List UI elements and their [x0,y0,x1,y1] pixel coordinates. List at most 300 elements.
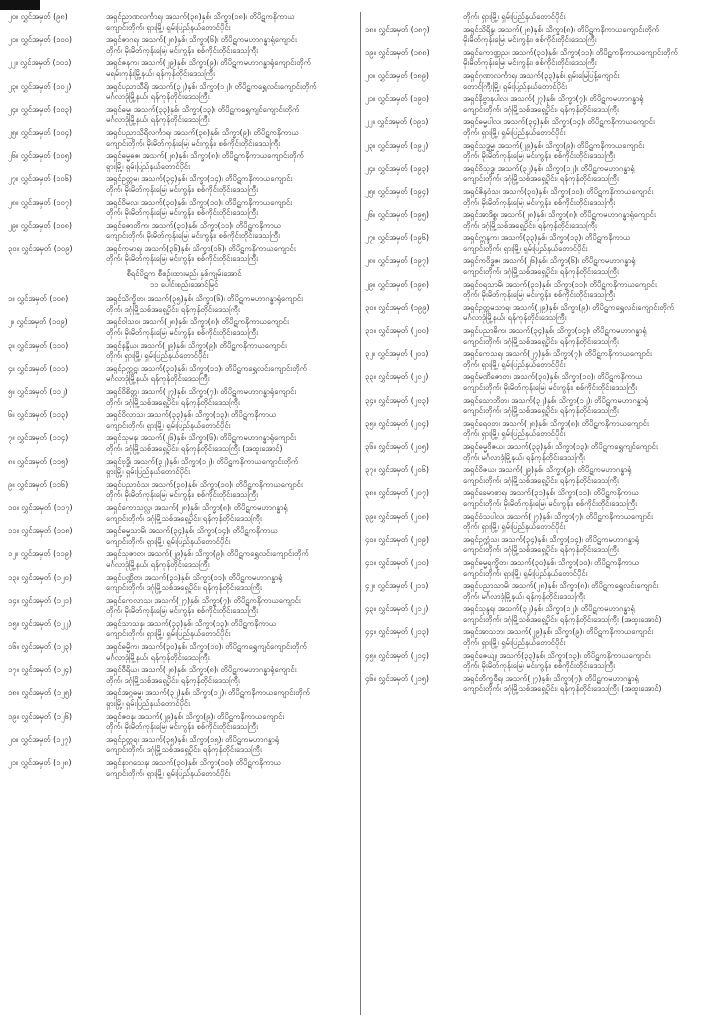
entry-text [463,141,717,162]
entry-text [106,688,360,709]
entry-line: ကျောင်းတိုက်၊ ရှားမြို့၊ ရှမ်းပြည်နယ်တောင်ပိုင်း [463,568,588,578]
entry-line: အရှင်ဓမ္မဝိဇယ၊ အသက်(၃၃)နှစ်၊ သိက္ခာ(၁၃)၊ တိပိဋကရွှေကျင်ကျောင်း [463,441,658,451]
entry-line: မင်္ဂလာဒုံမြို့နယ်၊ ရန်ကုန်တိုင်းဒေသကြီး [106,115,210,125]
entry-number: ၁၆။ လွှင်အမှတ် (၁၂၃) [8,642,72,652]
list-item [8,387,360,408]
entry-text [106,712,360,733]
entry-number: ၂၀။ လွှင်အမှတ် (၁၈၉) [365,70,429,80]
entry-text [106,174,360,195]
entry-line: တိုက်၊ ဒဂုံမြို့သစ်အရှေ့ပိုင်း၊ ရန်ကုန်တိုင်းဒေသကြီး [106,304,240,314]
entry-text [106,573,360,594]
list-item [8,294,360,315]
entry-line: အရှင်ဝိလာသ၊ အသက်(၃၃)နှစ်၊ သိက္ခာ(၁၃)၊ တိပိဋကနိကာယ [106,410,277,420]
entry-text [463,187,717,208]
entry-text [106,364,360,385]
section-heading [8,269,360,290]
entry-line: အရှင်ဝိမလ၊ အသက်(၃၀)နှစ်၊ သိက္ခာ(၁၀)၊ တိပိဋကနိကာယကျောင်း [106,197,293,207]
list-item [8,549,360,570]
entry-line: အရှင်ဓမ္မ၊ အသက်(၃၃)နှစ်၊ သိက္ခာ(၁၃)၊ တိပိဋကရွှေကျင်ကျောင်းတိုက် [106,104,300,114]
entry-text [463,303,717,324]
entry-number: ၂၃။ လွှင်အမှတ် (၁၉၂) [365,140,429,150]
entry-number: ၂၁။ လွှင်အမှတ် (၁၂၈) [8,758,72,767]
list-item [365,581,717,602]
entry-number: ၂၇။ လွှင်အမှတ် (၁၉၆) [365,233,429,243]
entry-number: ၂၉။ လွှင်အမှတ် (၁၀၈) [8,220,72,230]
entry-line: ကျောင်းတိုက်၊ ဒဂုံမြို့သစ်အရှေ့ပိုင်း၊ ရန်ကုန်တိုင်းဒေသကြီး [463,406,619,416]
entry-line: တိုက်၊ မင်္ဂလာဒုံမြို့နယ်၊ ရန်ကုန်တိုင်းဒေသကြီး [463,452,585,462]
entry-text [106,12,360,33]
entry-number: ၁၅။ လွှင်အမှတ် (၁၂၂) [8,618,72,628]
entry-line: တိုက်၊ ရှားမြို့၊ ရှမ်းပြည်နယ်တောင်ပိုင်း [463,429,566,439]
left-entries-before-heading [8,12,360,267]
entry-number: ၅။ လွှင်အမှတ် (၁၁၂) [8,387,68,396]
entry-number: ၁၃။ လွှင်အမှတ် (၁၂၀) [8,572,72,582]
entry-line: မိုးမိတ်ကုန်းမြေ၊ မင်းကွန်း၊ စစ်ကိုင်းတိုင်းဒေသကြီး [463,35,597,45]
entry-line: တိုက်၊ ဒဂုံမြို့သစ်အရှေ့ပိုင်း၊ ရန်ကုန်တိုင်းဒေသကြီး [106,675,240,685]
entry-line: ကျောင်းတိုက်၊ မိုးမိတ်ကုန်းမြေ၊ မင်းကွန်း၊ စစ်ကိုင်းတိုင်းဒေသကြီး [463,498,638,508]
list-item [8,688,360,709]
entry-line: တိုက်၊ မိုးမိတ်ကုန်းမြေ၊ မင်းကွန်း၊ စစ်ကိုင်းတိုင်းဒေသကြီး [106,722,259,732]
entry-line: အရှင်ကုမာရ၊ အသက်(၃၆)နှစ်၊ သိက္ခာ(၁၆)၊ တိပိဋကနိကာယကျောင်း [106,243,296,253]
entry-text [463,164,717,185]
entry-line: အရှင်ဝိသုဒ္ဓ၊ အသက်(၃၂)နှစ်၊ သိက္ခာ(၁၂)၊ တိပိဋကမဟာဂန္ဓာရုံ [463,163,635,173]
entry-number: ၃၈။ လွှင်အမှတ် (၂၀၇) [365,488,429,498]
entry-line: ကျောင်းတိုက်၊ ဒဂုံမြို့သစ်အရှေ့ပိုင်း၊ ရန်ကုန်တိုင်းဒေသကြီး [463,104,619,114]
entry-number: ၂၀။ လွှင်အမှတ် (၉၈) [8,12,68,21]
entry-line: အရှင်ဥက္ကံသ၊ အသက်(၃၄)နှစ်၊ သိက္ခာ(၁၄)၊ တိပိဋကမဟာဂန္ဓာရုံ [463,534,640,544]
entry-line: ကျောင်းတိုက်၊ ဒဂုံမြို့သစ်အရှေ့ပိုင်း၊ ရန်ကုန်တိုင်းဒေသကြီး (အထူးအောင်) [463,614,662,624]
entry-line: မင်္ဂလာဒုံမြို့နယ်၊ ရန်ကုန်တိုင်းဒေသကြီး [106,92,210,102]
entry-number: ၄၂။ လွှင်အမှတ် (၂၁၁) [365,581,429,591]
list-item [365,396,717,417]
entry-line: အရှင်ဇနက၊ အသက်(၂၉)နှစ်၊ သိက္ခာ(၉)၊ တိပိဋကမဟာဂန္ဓာရုံကျောင်းတိုက် [106,58,312,68]
entry-text [463,71,717,92]
entry-text [106,526,360,547]
list-item [365,210,717,231]
list-item [365,372,717,393]
entry-line: အရှင်မဏိဇောတ၊ အသက်(၃၀)နှစ်၊ သိက္ခာ(၁၀)၊ တိပိဋကနိကာယ [463,372,643,382]
entry-number: ၂။ လွှင်အမှတ် (၁၀၉) [8,317,68,327]
entry-text [463,326,717,347]
entry-text [106,387,360,408]
entry-line: မင်္ဂလာဒုံမြို့နယ်၊ ရန်ကုန်တိုင်းဒေသကြီး [463,313,567,323]
entry-line: တိုက်၊ မိုးမိတ်ကုန်းမြေ၊ မင်းကွန်း၊ စစ်ကိုင်းတိုင်းဒေသကြီး [106,606,259,616]
entry-line: ကျောင်းတိုက်၊ ဒဂုံမြို့သစ်အရှေ့ပိုင်း၊ ရန်ကုန်တိုင်းဒေသကြီး [106,513,262,523]
list-item [8,596,360,617]
entry-text [463,48,717,69]
entry-number: ၁၁။ လွှင်အမှတ် (၁၁၈) [8,526,73,536]
entry-line: အရှင်ဓမ္မဓဇ၊ အသက်(၂၈)နှစ်၊ သိက္ခာ(၈)၊ တိပိဋကနိကာယကျောင်းတိုက် [106,151,304,161]
entry-number: ၄၀။ လွှင်အမှတ် (၂၀၉) [365,534,429,544]
entry-line: အရှင်ကဝိဒ္ဓဇ၊ အသက်(၂၆)နှစ်၊ သိက္ခာ(၆)၊ တိပိဋကမဟာဂန္ဓာရုံ [463,256,636,266]
entry-line: အရှင်ပဏ္ဍိတ၊ အသက်(၃၁)နှစ်၊ သိက္ခာ(၁၁)၊ တိပိဋကမဟာဂန္ဓာရုံ [106,572,283,582]
list-item [365,187,717,208]
list-item [8,735,360,756]
entry-text [106,619,360,640]
entry-text [106,198,360,219]
entry-line: အရှင်ဝိစိတ္တ၊ အသက်(၂၇)နှစ်၊ သိက္ခာ(၇)၊ တိပိဋကမဟာဂန္ဓာရုံကျောင်း [106,387,297,396]
entry-line: တိုက်၊ မိုးမိတ်ကုန်းမြေ၊ မင်းကွန်း၊ စစ်ကိုင်းတိုင်းဒေသကြီး [463,197,616,207]
entry-line: အရှင်အာသဘ၊ အသက်(၂၉)နှစ်၊ သိက္ခာ(၉)၊ တိပိဋကနိကာယကျောင်း [463,627,654,637]
entry-number: ၈။ လွှင်အမှတ် (၁၁၅) [8,456,69,466]
entry-number: ၂၉။ လွှင်အမှတ် (၁၉၈) [365,279,429,289]
entry-line: ကျောင်းတိုက်၊ ရှားမြို့၊ ရှမ်းပြည်နယ်တောင်ပိုင်း [106,22,231,32]
entry-number: ၂၅။ လွှင်အမှတ် (၁၉၄) [365,186,429,196]
entry-text [463,651,717,672]
entry-line: ကျောင်းတိုက်၊ ဒဂုံမြို့သစ်အရှေ့ပိုင်း၊ ရန်ကုန်တိုင်းဒေသကြီး (အထူးအောင်) [463,684,662,694]
entry-number: ၄၆။ လွှင်အမှတ် (၂၁၅) [365,673,429,683]
entry-text [106,82,360,103]
list-item [8,665,360,686]
entry-line: ကျောင်းတိုက်၊ ဒဂုံမြို့သစ်အရှေ့ပိုင်း၊ ရန်ကုန်တိုင်းဒေသကြီး [463,545,619,555]
entry-number: ၃၉။ လွှင်အမှတ် (၂၀၈) [365,511,429,521]
entry-line: မရမ်းကုန်းမြို့နယ်၊ ရန်ကုန်တိုင်းဒေသကြီး [106,68,215,78]
entry-line: အရှင်ဥတ္တမသာရ၊ အသက်(၂၉)နှစ်၊ သိက္ခာ(၉)၊ တိပိဋကရွှေလင်းကျောင်းတိုက် [463,302,675,312]
list-item [365,512,717,533]
list-item [365,48,717,69]
entry-line: အရှင်ညာဏလင်္ကာရ၊ အသက်(၃၈)နှစ်၊ သိက္ခာ(၁၈)၊ တိပိဋကနိကာယ [106,12,295,21]
entry-line: တိုက်၊ မိုးမိတ်ကုန်းမြေ၊ မင်းကွန်း၊ စစ်ကိုင်းတိုင်းဒေသကြီး [106,328,259,338]
entry-number: ၄၅။ လွှင်အမှတ် (၂၁၄) [365,650,429,660]
entry-line: အရှင်ဝီရိယ၊ အသက်(၂၈)နှစ်၊ သိက္ခာ(၈)၊ တိပိဋကမဟာဂန္ဓာရုံကျောင်း [106,665,297,675]
entry-text [463,12,717,23]
list-item [365,674,717,695]
entry-text [463,442,717,463]
entry-line: တိုက်၊ ရှားမြို့၊ ရှမ်းပြည်နယ်တောင်ပိုင်း [463,127,566,137]
list-item [365,465,717,486]
entry-line: မင်္ဂလာဒုံမြို့နယ်၊ ရန်ကုန်တိုင်းဒေသကြီး [106,374,210,384]
list-item [8,642,360,663]
list-item [365,604,717,625]
entry-line: အရှင်ဗုဒ္ဓိ၊ အသက်(၃၂)နှစ်၊ သိက္ခာ(၁၂)၊ တိပိဋကနိကာယကျောင်းတိုက် [106,456,299,466]
entry-line: အရှင်ဓမ္မိက၊ အသက်(၃၀)နှစ်၊ သိက္ခာ(၁၀)၊ တိပိဋကရွှေကျင်ကျောင်းတိုက် [106,642,307,652]
entry-text [463,94,717,115]
list-item [365,535,717,556]
entry-line: ရှားမြို့၊ ရှမ်းပြည်နယ်တောင်ပိုင်း [106,467,191,477]
entry-text [463,396,717,417]
list-item [8,174,360,195]
entry-line: တိုက်၊ မင်္ဂလာဒုံမြို့နယ်၊ ရန်ကုန်တိုင်းဒေသကြီး [463,591,585,601]
entry-text [106,503,360,524]
entry-line: ကျောင်းတိုက်၊ ရှားမြို့၊ ရှမ်းပြည်နယ်တောင်ပိုင်း [106,420,231,430]
entry-number [365,12,463,23]
entry-text [463,25,717,46]
entry-number: ၄။ လွှင်အမှတ် (၁၁၁) [8,363,69,373]
entry-text [106,457,360,478]
list-item [365,419,717,440]
entry-line: အရှင်ကေလာသ၊ အသက်(၂၇)နှစ်၊ သိက္ခာ(၇)၊ တိပိဋကနိကာယကျောင်း [106,595,301,605]
entry-number: ၂၀။ လွှင်အမှတ် (၁၂၇) [8,734,72,744]
entry-number: ၂၆။ လွှင်အမှတ် (၁၀၅) [8,151,72,161]
right-column [360,12,717,1015]
entry-line: အရှင်ပညာသိရိလင်္ကာရ၊ အသက်(၃၈)နှစ်၊ သိက္ခာ(၉)၊ တိပိဋကနိကာယ [106,127,299,137]
entry-text [463,512,717,533]
list-item [365,280,717,301]
entry-line: အရှင်သိက္ခိတ၊ အသက်(၃၅)နှစ်၊ သိက္ခာ(၆)၊ တိပိဋကမဟာဂန္ဓာရုံကျောင်း [106,294,304,304]
entry-number: ၂၇။ လွှင်အမှတ် (၁၀၆) [8,174,72,184]
entry-text [106,58,360,79]
entry-line: အရှင်သောဘိတ၊ အသက်(၃၂)နှစ်၊ သိက္ခာ(၁၂)၊ တိပိဋကမဟာဂန္ဓာရုံ [463,395,649,405]
entry-number: ၃၅။ လွှင်အမှတ် (၂၀၄) [365,418,429,428]
list-item [365,25,717,46]
entry-line: တိုက်၊ ဒဂုံမြို့သစ်အရှေ့ပိုင်း၊ ရန်ကုန်တိုင်းဒေသကြီး (အထူးအောင်) [106,443,283,453]
list-item [8,151,360,172]
entry-line: ကျောင်းတိုက်၊ ရှားမြို့၊ ရှမ်းပြည်နယ်တောင်ပိုင်း [463,243,588,253]
list-item [8,480,360,501]
entry-number: ၁၈။ လွှင်အမှတ် (၁၂၅) [8,688,72,698]
entry-line: တိုက်၊ ရှားမြို့၊ ရှမ်းပြည်နယ်တောင်ပိုင်း [106,351,209,361]
entry-number: ၇။ လွှင်အမှတ် (၁၁၄) [8,433,69,443]
entry-text [106,480,360,501]
list-item [8,82,360,103]
entry-number: ၁၂။ လွှင်အမှတ် (၁၁၉) [8,549,72,559]
entry-text [106,735,360,756]
entry-line: မိုးမိတ်ကုန်းမြေ၊ မင်းကွန်း၊ စစ်ကိုင်းတိုင်းဒေသကြီး [463,58,597,68]
entry-line: မင်္ဂလာဒုံမြို့နယ်၊ ရန်ကုန်တိုင်းဒေသကြီး [106,652,210,662]
list-item [8,526,360,547]
entry-number: ၂၁။ လွှင်အမှတ် (၁၉၀) [365,94,429,104]
list-item [8,317,360,338]
entry-text [463,488,717,509]
left-entries-after-heading [8,294,360,781]
list-item [8,758,360,779]
entry-line: အရှင်ဂုဏာလင်္ကာရ၊ အသက်(၃၃)နှစ်၊ ရှမ်းမြေပြန့်ကျောင်း [463,70,620,80]
entry-text [463,674,717,695]
entry-line: အရှင်ဝါသဝ၊ အသက်(၂၈)နှစ်၊ သိက္ခာ(၈)၊ တိပိဋကနိကာယကျောင်း [106,317,289,327]
entry-line: အရှင်နန္ဒိယ၊ အသက်(၂၉)နှစ်၊ သိက္ခာ(၉)၊ တိပိဋကနိကာယကျောင်း [106,340,287,350]
entry-text [463,372,717,393]
list-item [365,488,717,509]
entry-line: တိုက်၊ မိုးမိတ်ကုန်းမြေ၊ မင်းကွန်း၊ စစ်ကိုင်းတိုင်းဒေသကြီး [106,208,259,218]
list-item [365,256,717,277]
document-page [8,12,717,1015]
entry-line: ကျောင်းတိုက်၊ ရှားမြို့၊ ရှမ်းပြည်နယ်တောင်ပိုင်း [106,768,231,778]
list-item [365,141,717,162]
entry-line: ကျောင်းတိုက်၊ ရှားမြို့၊ ရှမ်းပြည်နယ်တောင်ပိုင်း [106,536,231,546]
entry-line: အရှင်ပညာဝံသ၊ အသက်(၃၀)နှစ်၊ သိက္ခာ(၁၀)၊ တိပိဋကနိကာယကျောင်း [106,479,303,489]
entry-line: ကျောင်းတိုက်၊ မိုးမိတ်ကုန်းမြေ၊ မင်းကွန်း၊ စစ်ကိုင်းတိုင်းဒေသကြီး [106,138,281,148]
list-item [365,71,717,92]
entry-number: ၂၁။ လွှင်အမှတ် (၁၀၀) [8,35,72,45]
entry-number: ၂၂။ လွှင်အမှတ် (၁၀၁) [8,58,72,68]
entry-number: ၁၈။ လွှင်အမှတ် (၁၈၇) [365,24,430,34]
entry-line: အရှင်သဒ္ဓမ္မ၊ အသက်(၂၉)နှစ်၊ သိက္ခာ(၉)၊ တိပိဋကနိကာယကျောင်း [463,140,645,150]
entry-line: ကျောင်းတိုက်၊ ဒဂုံမြို့သစ်အရှေ့ပိုင်း၊ ရန်ကုန်တိုင်းဒေသကြီး [463,475,619,485]
entry-number: ၃၂။ လွှင်အမှတ် (၂၀၁) [365,349,429,359]
entry-line: တိုက်၊ ဒဂုံမြို့သစ်အရှေ့ပိုင်း၊ ရန်ကုန်တိုင်းဒေသကြီး [463,220,597,230]
entry-line: အရှင်ဇဝန၊ အသက်(၂၉)နှစ်၊ သိက္ခာ(၉)၊ တိပိဋကနိကာယကျောင်း [106,711,285,721]
entry-line: အရှင်သိရိန္ဒ၊ အသက်(၂၈)နှစ်၊ သိက္ခာ(၈)၊ တိပိဋကနိကာယကျောင်းတိုက် [463,24,660,34]
entry-line: အရှင်ဥတ္တမ၊ အသက်(၃၄)နှစ်၊ သိက္ခာ(၁၄)၊ တိပိဋကနိကာယကျောင်း [106,174,293,184]
entry-text [106,105,360,126]
entry-line: အရှင်ဥတ္တရ၊ အသက်(၃၅)နှစ်၊ သိက္ခာ(၁၅)၊ တိပိဋကမဟာဂန္ဓာရုံ [106,734,280,744]
entry-line: အရှင်ခေမာစာရ၊ အသက်(၃၁)နှစ်၊ သိက္ခာ(၁၁)၊ တိပိဋကနိကာယ [463,488,639,498]
entry-number: ၄၄။ လွှင်အမှတ် (၂၁၃) [365,627,429,637]
entry-line: မင်္ဂလာဒုံမြို့နယ်၊ ရန်ကုန်တိုင်းဒေသကြီး [106,559,210,569]
entry-line: တိုက်၊ မိုးမိတ်ကုန်းမြေ၊ မင်းကွန်း၊ စစ်ကိုင်းတိုင်းဒေသကြီး [463,151,616,161]
entry-number: ၁။ လွှင်အမှတ် (၁၀၈) [8,294,69,304]
entry-text [106,221,360,242]
entry-number: ၁၉။ လွှင်အမှတ် (၁၂၆) [8,711,72,721]
entry-number: ၁၇။ လွှင်အမှတ် (၁၂၄) [8,665,72,675]
entry-line: အရှင်ဓမ္မရက္ခိတ၊ အသက်(၃၀)နှစ်၊ သိက္ခာ(၁၀)၊ တိပိဋကနိကာယ [463,557,640,567]
entry-line: တိုက်၊ မိုးမိတ်ကုန်းမြေ၊ မင်းကွန်း၊ စစ်ကိုင်းတိုင်းဒေသကြီး [106,45,259,55]
entry-line: တိုက်၊ မိုးမိတ်ကုန်းမြေ၊ မင်းကွန်း၊ စစ်ကိုင်းတိုင်းဒေသကြီး [463,661,616,671]
entry-text [106,317,360,338]
entry-text [106,410,360,431]
entry-line: ကျောင်းတိုက်၊ မိုးမိတ်ကုန်းမြေ၊ မင်းကွန်း၊ စစ်ကိုင်းတိုင်းဒေသကြီး [463,383,638,392]
list-item [365,164,717,185]
list-item [8,105,360,126]
list-item [8,341,360,362]
entry-line: ရှားမြို့၊ ရှမ်းပြည်နယ်တောင်ပိုင်း [106,161,191,171]
entry-number: ၂၄။ လွှင်အမှတ် (၁၉၃) [365,163,429,173]
entry-line: အရှင်ဇာဂရ၊ အသက်(၂၈)နှစ်၊ သိက္ခာ(၆)၊ တိပိဋကမဟာဂန္ဓာရုံကျောင်း [106,35,297,45]
entry-line: တိုက်၊ မိုးမိတ်ကုန်းမြေ၊ မင်းကွန်း၊ စစ်ကိုင်းတိုင်းဒေသကြီး [106,490,259,500]
entry-text [106,433,360,454]
entry-number: ၃၃။ လွှင်အမှတ် (၂၀၂) [365,372,429,382]
entry-text [106,665,360,686]
entry-text [463,280,717,301]
entry-line: တိုက်၊ ရှားမြို့၊ ရှမ်းပြည်နယ်တောင်ပိုင်း [463,638,566,648]
list-item [365,442,717,463]
list-item [8,410,360,431]
entry-line: တိုက်၊ မိုးမိတ်ကုန်းမြေ၊ မင်းကွန်း၊ စစ်ကိုင်းတိုင်းဒေသကြီး [106,184,259,194]
entry-text [463,117,717,138]
list-item [8,457,360,478]
entry-number: ၃၄။ လွှင်အမှတ် (၂၀၃) [365,395,429,405]
list-item [365,233,717,254]
entry-line: အရှင်နိဗ္ဗာနပါလ၊ အသက်(၂၇)နှစ်၊ သိက္ခာ(၇)၊ တိပိဋကမဟာဂန္ဓာရုံ [463,94,644,104]
entry-text [106,244,360,265]
entry-text [106,151,360,172]
entry-line: တိုက်၊ ရှားမြို့၊ ရှမ်းပြည်နယ်တောင်ပိုင်း [463,522,566,532]
continuation-entry [365,12,717,23]
entry-number: ၂၂။ လွှင်အမှတ် (၁၉၁) [365,117,429,127]
entry-number: ၃၁။ လွှင်အမှတ် (၂၀၀) [365,326,429,336]
entry-text [463,465,717,486]
entry-number: ၃။ လွှင်အမှတ် (၁၁၀) [8,340,69,350]
list-item [8,244,360,265]
entry-number: ၂၅။ လွှင်အမှတ် (၁၀၄) [8,127,72,137]
left-column [8,12,360,1015]
entry-line: အရှင်အဂ္ဂဓမ္မ၊ အသက်(၃၂)နှစ်၊ သိက္ခာ(၁၂)၊ တိပိဋကနိကာယကျောင်းတိုက် [106,688,311,698]
entry-number: ၁၉။ လွှင်အမှတ် (၁၈၈) [365,47,430,57]
entry-text [463,604,717,625]
section-heading-line: စီရင်ပိဋက စီစဉ်းထားမည်၊ နှစ်ကျမ်းအောင် [126,269,242,279]
entry-number: ၄၁။ လွှင်အမှတ် (၂၁၀) [365,557,429,567]
entry-number: ၄၃။ လွှင်အမှတ် (၂၁၂) [365,604,429,614]
list-item [8,128,360,149]
entry-line: အရှင်နာဂသေန၊ အသက်(၃၀)နှစ်၊ သိက္ခာ(၁၀)၊ တိပိဋကနိကာယ [106,758,281,767]
corner-bar [0,0,40,10]
list-item [8,35,360,56]
entry-line: အရှင်ပညာသာမိ၊ အသက်(၂၈)နှစ်၊ သိက္ခာ(၈)၊ တိပိဋကရွှေလင်းကျောင်း [463,581,659,591]
entry-text [106,35,360,56]
entry-line: တိုက်၊ မိုးမိတ်ကုန်းမြေ၊ မင်းကွန်း၊ စစ်ကိုင်းတိုင်းဒေသကြီး [463,290,616,300]
entry-number: ၉။ လွှင်အမှတ် (၁၁၆) [8,479,69,489]
entry-text [106,294,360,315]
entry-text [106,128,360,149]
entry-text [463,256,717,277]
list-item [365,94,717,115]
entry-line: အရှင်ဓမ္မပါလ၊ အသက်(၃၄)နှစ်၊ သိက္ခာ(၁၄)၊ တိပိဋကနိကာယကျောင်း [463,117,655,127]
entry-number: ၆။ လွှင်အမှတ် (၁၁၃) [8,410,69,420]
entry-text [463,558,717,579]
entry-number: ၃၀။ လွှင်အမှတ် (၁၀၉) [8,243,73,253]
list-item [365,627,717,648]
entry-text [106,642,360,663]
entry-line: တိုက်၊ ရှားမြို့၊ ရှမ်းပြည်နယ်တောင်ပိုင်း [463,359,566,369]
entry-text [463,349,717,370]
entry-line: အရှင်ကောသလ္လ၊ အသက်(၂၈)နှစ်၊ သိက္ခာ(၈)၊ တိပိဋကမဟာဂန္ဓာရုံ [106,502,288,512]
entry-number: ၂၈။ လွှင်အမှတ် (၁၉၇) [365,256,429,266]
entry-line: ကျောင်းတိုက်၊ ရှားမြို့၊ ရှမ်းပြည်နယ်တောင်ပိုင်း [106,629,231,639]
entry-text [463,581,717,602]
entry-line: အရှင်ဝိဇယ၊ အသက်(၂၉)နှစ်၊ သိက္ခာ(၉)၊ တိပိဋကမဟာဂန္ဓာရုံ [463,465,632,475]
entry-line: အရှင်ကေသရ၊ အသက်(၂၇)နှစ်၊ သိက္ခာ(၇)၊ တိပိဋကနိကာယကျောင်း [463,349,652,359]
entry-line: တောင်ကြီးမြို့၊ ရှမ်းပြည်နယ်တောင်ပိုင်း [463,81,568,91]
entry-line: အရှင်တိက္ခဝီရ၊ အသက်(၂၇)နှစ်၊ သိက္ခာ(၇)၊ တိပိဋကမဟာဂန္ဓာရုံ [463,673,639,683]
entry-line: အရှင်သာသန၊ အသက်(၃၃)နှစ်၊ သိက္ခာ(၁၃)၊ တိပိဋကနိကာယ [106,618,277,628]
entry-text [106,596,360,617]
entry-line: တိုက်၊ မိုးမိတ်ကုန်းမြေ၊ မင်းကွန်း၊ စစ်ကိုင်းတိုင်းဒေသကြီး [106,254,259,264]
entry-line: အရှင်ကောဏ္ဍည၊ အသက်(၃၁)နှစ်၊ သိက္ခာ(၁၁)၊ တိပိဋကနိကာယကျောင်းတိုက် [463,47,678,57]
entry-line: အရှင်သုမန၊ အသက်(၂၆)နှစ်၊ သိက္ခာ(၆)၊ တိပိဋကမဟာဂန္ဓာရုံကျောင်း [106,433,296,443]
list-item [8,503,360,524]
entry-line: အရှင်သုန္ဒရ၊ အသက်(၃၂)နှစ်၊ သိက္ခာ(၁၂)၊ တိပိဋကမဟာဂန္ဓာရုံ [463,604,635,614]
entry-line: အရှင်ဣန္ဒက၊ အသက်(၃၃)နှစ်၊ သိက္ခာ(၁၃)၊ တိပိဋကနိကာယ [463,233,631,243]
entry-line: အရှင်ဥက္ကဋ္ဌ၊ အသက်(၃၁)နှစ်၊ သိက္ခာ(၁၁)၊ တိပိဋကရွှေလင်းကျောင်းတိုက် [106,363,308,373]
entry-line: အရှင်ဓမ္မသာမိ၊ အသက်(၃၄)နှစ်၊ သိက္ခာ(၁၄)၊ တိပိဋကနိကာယ [106,526,278,536]
list-item [8,619,360,640]
entry-line: တိုက်၊ ဒဂုံမြို့သစ်အရှေ့ပိုင်း၊ ရန်ကုန်တိုင်းဒေသကြီး [106,397,240,407]
entry-line: အရှင်ဇောတိက၊ အသက်(၃၁)နှစ်၊ သိက္ခာ(၁၁)၊ တိပိဋကနိကာယ [106,220,281,230]
entry-text [463,627,717,648]
list-item [365,558,717,579]
entry-text [106,549,360,570]
entry-line: အရှင်ရေဝတ၊ အသက်(၂၈)နှစ်၊ သိက္ခာ(၈)၊ တိပိဋကနိကာယကျောင်း [463,418,649,428]
list-item [8,433,360,454]
entry-line: ကျောင်းတိုက်၊ ဒဂုံမြို့သစ်အရှေ့ပိုင်း၊ ရန်ကုန်တိုင်းဒေသကြီး [463,267,619,277]
entry-line: အရှင်အာဒိစ္စ၊ အသက်(၂၈)နှစ်၊ သိက္ခာ(၈)၊ တိပိဋကမဟာဂန္ဓာရုံကျောင်း [463,210,656,220]
entry-text [106,341,360,362]
entry-line: ကျောင်းတိုက်၊ ဒဂုံမြို့သစ်အရှေ့ပိုင်း၊ ရန်ကုန်တိုင်းဒေသကြီး [463,174,619,184]
entry-number: ၂၄။ လွှင်အမှတ် (၁၀၃) [8,104,72,114]
entry-line: တိုက်၊ ရှားမြို့၊ ရှမ်းပြည်နယ်တောင်ပိုင်း [463,12,566,21]
list-item [365,349,717,370]
entry-number: ၂၈။ လွှင်အမှတ် (၁၀၇) [8,197,72,207]
list-item [8,712,360,733]
entry-line: ကျောင်းတိုက်၊ ဒဂုံမြို့သစ်အရှေ့ပိုင်း၊ ရန်ကုန်တိုင်းဒေသကြီး [463,336,619,346]
entry-line: အရှင်ပညာဓိက၊ အသက်(၃၄)နှစ်၊ သိက္ခာ(၁၄)၊ တိပိဋကမဟာဂန္ဓာရုံ [463,326,647,336]
list-item [8,198,360,219]
list-item [8,573,360,594]
entry-line: အရှင်သုဇာတ၊ အသက်(၂၉)နှစ်၊ သိက္ခာ(၉)၊ တိပိဋကရွှေလင်းကျောင်းတိုက် [106,549,309,559]
entry-number: ၂၆။ လွှင်အမှတ် (၁၉၅) [365,210,429,220]
entry-number: ၃၇။ လွှင်အမှတ် (၂၀၆) [365,465,429,475]
entry-number: ၃၆။ လွှင်အမှတ် (၂၀၅) [365,441,429,451]
entry-number: ၃၀။ လွှင်အမှတ် (၁၉၉) [365,302,430,312]
entry-number: ၁၀။ လွှင်အမှတ် (၁၁၇) [8,502,73,512]
entry-line: အရှင်ဝရသာမိ၊ အသက်(၃၁)နှစ်၊ သိက္ခာ(၁၁)၊ တိပိဋကနိကာယကျောင်း [463,279,657,289]
list-item [365,651,717,672]
entry-line: အရှင်ဇေယျ၊ အသက်(၃၃)နှစ်၊ သိက္ခာ(၁၃)၊ တိပိဋကနိကာယကျောင်း [463,650,651,660]
list-item [8,221,360,242]
entry-text [463,233,717,254]
section-heading-line: ၁၁ ပေါင်းစည်းအောင်မြင် [149,279,219,289]
list-item [365,303,717,324]
